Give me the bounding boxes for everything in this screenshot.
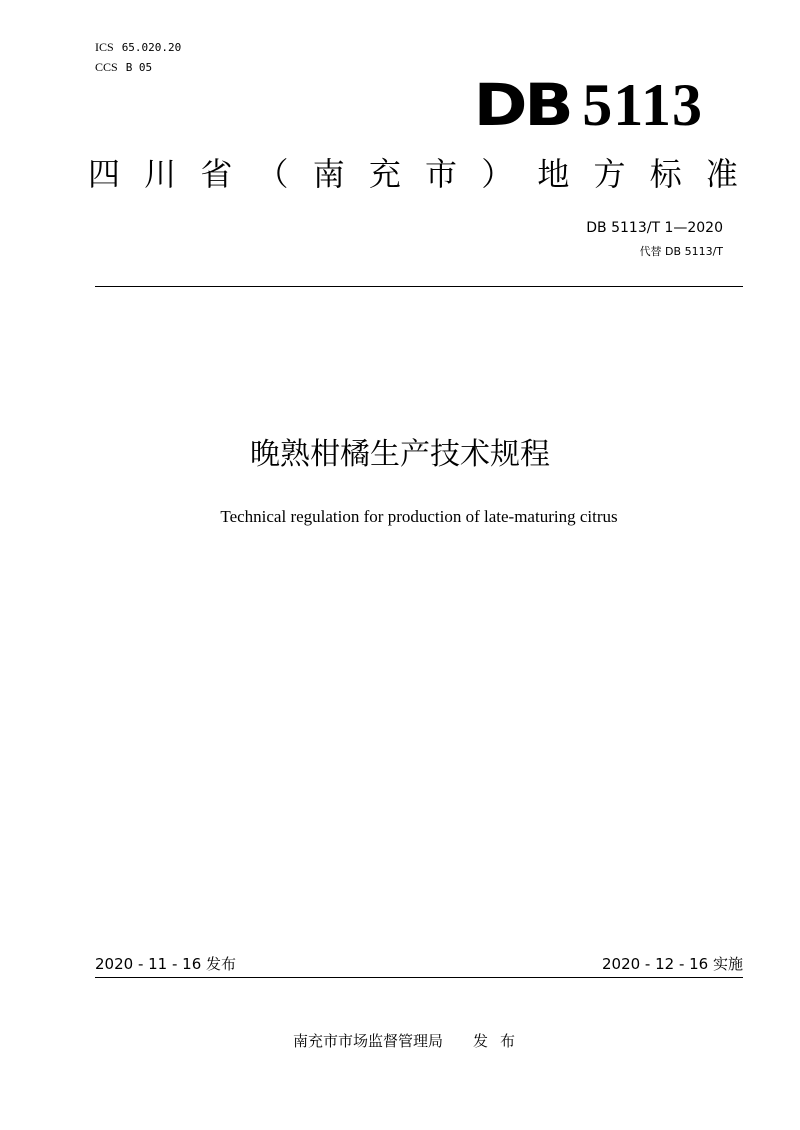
ccs-line bbox=[95, 59, 152, 76]
ics-label: ICS bbox=[95, 40, 114, 54]
standard-code: DB 5113/T 1—2020 bbox=[586, 220, 723, 236]
standard-category-name bbox=[88, 152, 738, 196]
standard-name-char: 地 bbox=[537, 155, 570, 193]
ccs-code: B 05 bbox=[125, 61, 153, 74]
issue-date: 2020 - 11 - 16 发布 bbox=[95, 955, 237, 973]
standard-name-char: 川 bbox=[144, 155, 177, 193]
standard-name-char: 准 bbox=[705, 155, 738, 193]
standard-mark-number: 5113 bbox=[582, 72, 703, 138]
header-divider bbox=[95, 286, 743, 287]
standard-name-char: 南 bbox=[312, 155, 345, 193]
standard-name-char: 标 bbox=[649, 155, 682, 193]
standard-name-char: 省 bbox=[200, 155, 233, 193]
ics-line bbox=[95, 39, 181, 56]
standard-name-char: 方 bbox=[593, 155, 626, 193]
standard-name-char: ） bbox=[481, 155, 514, 193]
standard-name-char: 四 bbox=[88, 155, 121, 193]
footer-divider bbox=[95, 977, 743, 978]
ccs-label: CCS bbox=[95, 60, 118, 74]
standard-name-char: （ bbox=[256, 155, 289, 193]
issuer-line bbox=[0, 1030, 800, 1052]
issuer-name: 南充市市场监督管理局 bbox=[292, 1032, 443, 1050]
replaces-note: 代替 DB 5113/T bbox=[639, 245, 723, 258]
effective-date: 2020 - 12 - 16 实施 bbox=[601, 955, 743, 973]
standard-mark-letters: DB bbox=[473, 71, 571, 139]
ics-code: 65.020.20 bbox=[121, 41, 182, 54]
issuer-action: 发布 bbox=[473, 1032, 528, 1050]
document-title: 晚熟柑橘生产技术规程 bbox=[250, 437, 550, 472]
document-title-english: Technical regulation for production of late-maturing citrus bbox=[220, 507, 618, 526]
standard-name-char: 充 bbox=[368, 155, 401, 193]
standard-name-char: 市 bbox=[425, 155, 458, 193]
standard-mark bbox=[473, 64, 703, 139]
